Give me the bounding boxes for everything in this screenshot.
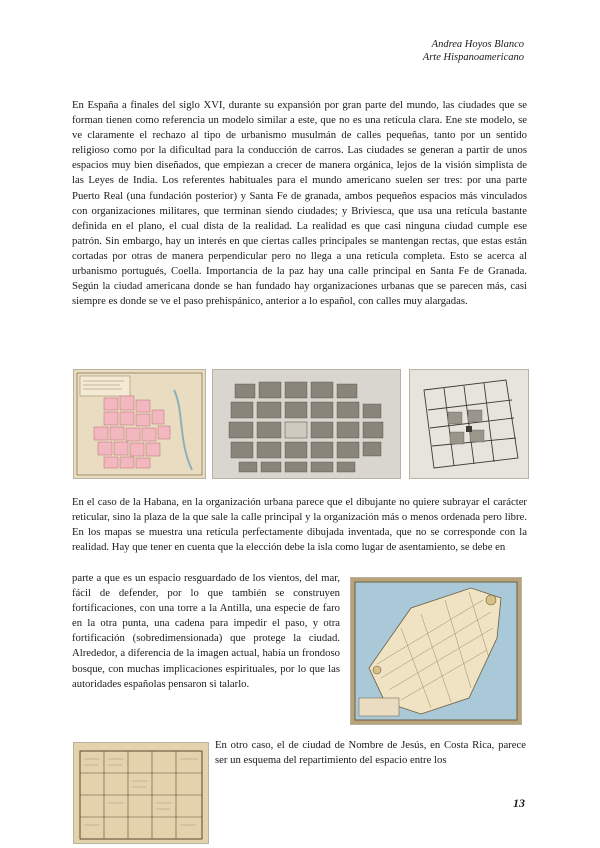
page-header: [423, 38, 524, 64]
page-number: 13: [513, 796, 525, 810]
paragraph-nombre-de-jesus: En otro caso, el de ciudad de Nombre de Jesús, en Costa Rica, parece ser un esquema del repartimiento del espacio entre los: [215, 739, 526, 767]
paragraph-spanish-cities: En España a finales del siglo XVI, durante su expansión por gran parte del mundo, las ciudades que se forman tienen como referencia un modelo similar a este, que no es una retícula clara. Ene ste modelo, se ve claramente el rechazo al tipo de urbanismo musulmán de calles pequeñas, tanto por un sentido religioso como por la dificultad para la conducción de carros. Las ciudades se generan a partir de unos espacios muy bien diseñados, que empiezan a crecer de manera orgánica, lejos de la visión simplista de las Leyes de India. Los referentes habituales para el mundo americano suelen ser tres: por una parte Puerto Real (una fundación posterior) y Santa Fe de granada, ambos pequeños espacios más vinculados con organizaciones militares, que terminan siendo ciudades; y Briviesca, que usa una retícula bastante definida en el plano, el cual dista de la realidad. La realidad es que casi ninguna ciudad cumple ese patrón. Sin embargo, hay un interés en que ciertas calles principales se mantengan rectas, que estas están cortadas por otras de manera perpendicular pero no llega a una retícula completa. Esto se acerca al urbanismo portugués, Coella. Importancia de la paz hay una calle principal en Santa Fe de Granada. Según la ciudad americana donde se han fundado hay organizaciones urbanas que se parecen más, casi siempre es donde se ve el paso prehispánico, anterior a lo español, con calles muy alargadas.: [72, 99, 527, 308]
map-image-grey-grid: [212, 369, 401, 479]
map-image-sketch-plan: [409, 369, 529, 479]
map-image-pink-plan: [73, 369, 206, 479]
map-image-nombre-de-jesus: [73, 742, 209, 844]
paragraph-havana-continued: parte a que es un espacio resguardado de los vientos, del mar, fácil de defender, por lo que también se construyen fortificaciones, con una torre a la Antilla, una especie de faro en la otra punta, una cadena para impedir el paso, y otra fortificación (sobredimensionada) que protege la ciudad. Alrededor, a diferencia de la imagen actual, había un frondoso bosque, con muchas implicaciones espirituales, por lo que las autoridades españolas pensaron si talarlo.: [72, 572, 340, 690]
header-course: Arte Hispanoamericano: [422, 52, 524, 63]
map-image-havana: [350, 577, 522, 725]
header-author: Andrea Hoyos Blanco: [431, 39, 524, 50]
paragraph-havana: En el caso de la Habana, en la organización urbana parece que el dibujante no quiere subrayar el carácter reticular, sino la plaza de la que sale la calle principal y la organización más o menos ordenada pero libre. En los mapas se muestra una retícula perfectamente dibujada inventada, que no se corresponde con la realidad. Hay que tener en cuenta que la elección debe la isla como lugar de asentamiento, se debe en: [72, 496, 527, 554]
